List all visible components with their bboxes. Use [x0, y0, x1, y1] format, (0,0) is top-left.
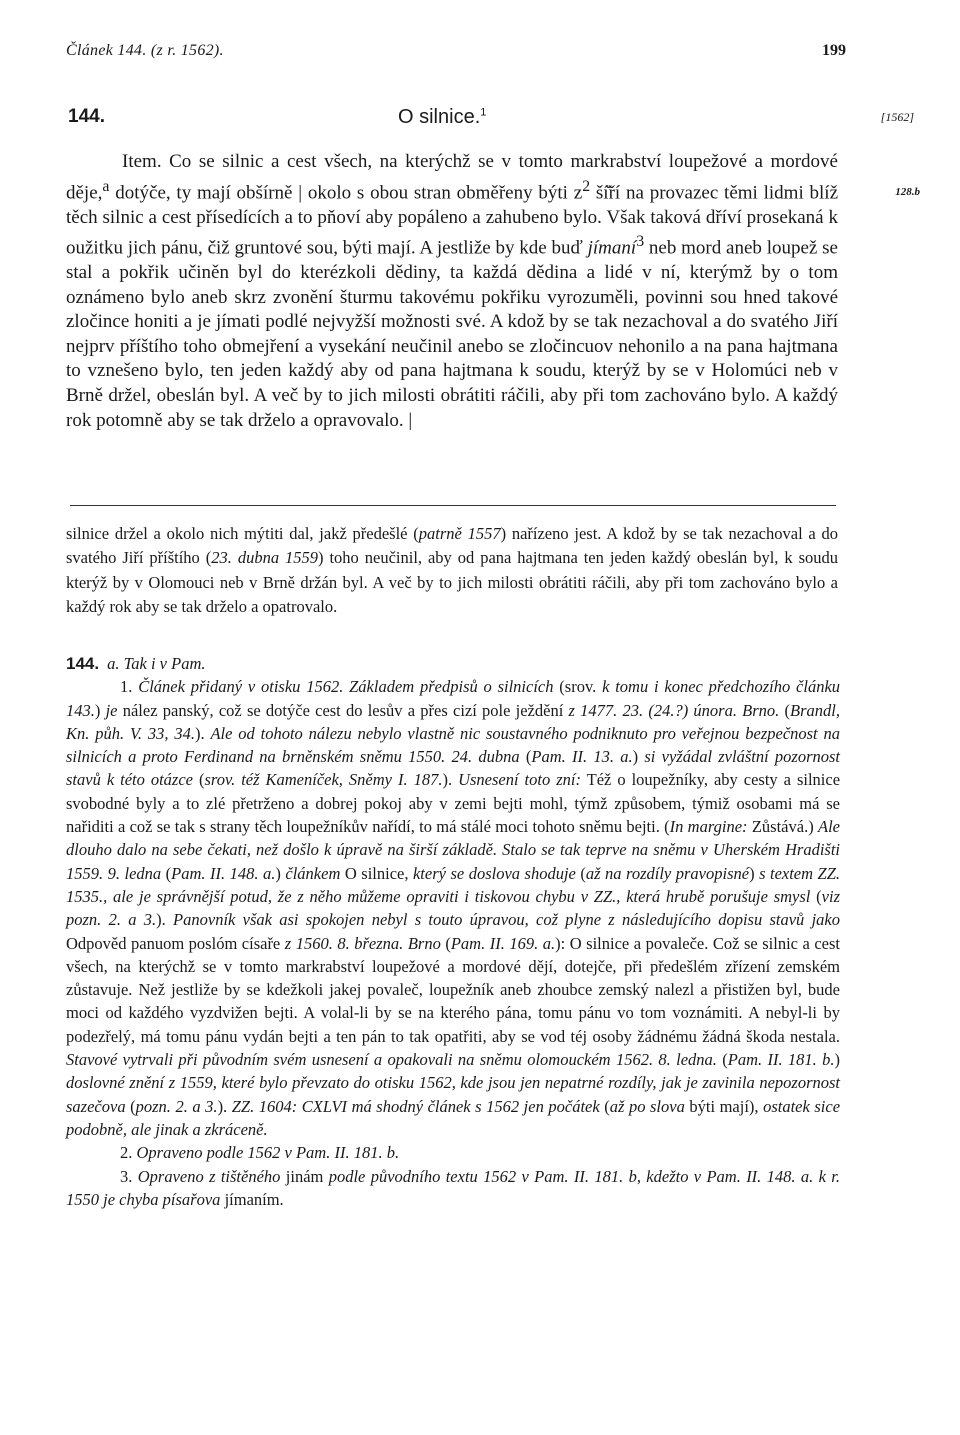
- article-main-text: [66, 150, 838, 433]
- article-title: [398, 106, 486, 129]
- text-run: Item. Co se silnic a cest všech, na kterýchž se v tomto markrabství loupežové a mordové děje,: [66, 151, 838, 203]
- text-run: (: [575, 863, 586, 883]
- text-run: dotýče, ty mají obšírně | okolo s obou stran obměřeny býti z: [109, 181, 583, 203]
- italic-run: Pam. II. 148. a.: [171, 863, 276, 883]
- note-2: [66, 1141, 840, 1164]
- note-label: a.: [107, 654, 120, 673]
- text-run: ).: [156, 910, 174, 930]
- italic-run: z 1477. 23. (24.?) února. Brno.: [568, 700, 780, 720]
- divider-rule: [70, 505, 836, 506]
- text-run: Odpověd panuom poslóm císaře: [66, 933, 285, 953]
- text-run: O silnice,: [340, 863, 413, 883]
- note-text: Tak i v Pam.: [123, 654, 206, 673]
- italic-run: až na rozdíly pravopisné: [585, 863, 750, 883]
- notes-section: [66, 652, 840, 1211]
- article-title-note-ref: 1: [480, 106, 487, 119]
- text-run: (: [716, 1050, 728, 1070]
- italic-run: Ale dlouho dalo na sebe čekati, než došlo k úpravě na širší základě. Stalo se tak teprve na sněmu v Uherském Hradišti 1559. 9. ledna: [66, 817, 840, 883]
- text-run: ).: [194, 723, 211, 743]
- variant-paragraph: [66, 522, 838, 620]
- margin-reference: 128.b: [895, 186, 920, 198]
- italic-run: viz pozn. 2. a 3.: [66, 886, 841, 930]
- text-run: ).: [217, 1096, 232, 1116]
- note-a: [66, 652, 840, 675]
- running-head: Článek 144. (z r. 1562).: [66, 42, 224, 59]
- italic-run: k tomu i konec předchozího článku 143.: [66, 677, 841, 720]
- italic-run: s textem ZZ. 1535., ale je správnější potud, že z něho můžeme opraviti i tiskovou chybu v ZZ., která hrubě porušuje smysl: [66, 863, 841, 906]
- text-run: neb mord aneb loupež se stal a pokřik učiněn byl do kterézkoli dědiny, ta každá dědina a lidé v ní, kterýmž by o tom oznámeno bylo aneb skrz zvonění šturmu takovému pokřiku vyrozuměli, povinni sou hned takové zločince honiti a je jímati podlé nejvyžší možnosti své. A kdož by se tak nezachoval a do svatého Jiří nejprv příštího toho obmejření a vysekání neučinil anebo se zločincuov nehonilo a na pana hajtmana to vznešeno bylo, ten jeden každý aby od pana hajtmana k soudu, kterýž by se v Holomúci neb v Brně držel, obeslán byl. A več by to jich milosti obrátiti ráčili, aby při tom zachováno bylo. A každý rok potomně aby se tak drželo a opravovalo. |: [66, 237, 838, 431]
- article-year: [1562]: [880, 110, 914, 124]
- italic-run: Panovník však asi spokojen nebyl s touto úpravou, což plyne z následujícího dopisu stavů jako: [173, 910, 840, 930]
- italic-run: z 1560. 8. března. Brno: [284, 933, 441, 953]
- italic-run: 23. dubna 1559: [211, 548, 319, 568]
- text-run: Zůstává.): [747, 817, 818, 837]
- note-3: [66, 1165, 840, 1212]
- text-run: (: [161, 863, 172, 883]
- note-1: [66, 675, 840, 1141]
- article-number: 144.: [68, 106, 105, 127]
- text-run: ) nařízeno jest. A kdož by se tak nezachoval a do svatého Jiří příštího (: [66, 524, 838, 568]
- italic-run: Brandl, Kn. půh. V. 33, 34.: [66, 700, 840, 743]
- italic-run: Opraveno z tištěného: [137, 1166, 281, 1186]
- italic-run: Stavové vytrvali při původním svém usnesení a opakovali na sněmu olomouckém 1562. 8. ledna.: [66, 1050, 717, 1070]
- text-run: (: [779, 700, 791, 720]
- text-run: (: [519, 747, 532, 767]
- notes-head: 144.: [66, 654, 100, 673]
- italic-run: si vyžádal zvláštní pozornost stavů k této otázce: [66, 747, 841, 790]
- text-run: (: [125, 1096, 136, 1116]
- text-run: Též o loupežníky, aby cesty a silnice svobodné byly a to zlé přetrženo a dobrej pokoj aby v zemi bejti mohl, týmž způsobem, týmiž osobami má se nařiditi a což se tak s strany těch loupežníkův nařídí, to má stálé moci tohoto sněmu bejti. (: [66, 770, 841, 837]
- italic-run: Pam. II. 169. a.: [450, 933, 556, 953]
- italic-run: Opraveno podle 1562 v Pam. II. 181. b.: [136, 1143, 400, 1163]
- italic-run: Usnesení toto zní:: [458, 770, 581, 790]
- text-run: (: [599, 1096, 610, 1116]
- italic-run: je: [105, 700, 118, 720]
- italic-run: článkem: [285, 863, 341, 883]
- text-run: ší̌ří na provazec těmi lidmi blíž těch silnic a cest přísedících a to pňoví aby popáleno a zahubeno bylo. Však taková dříví prosekaná k oužitku jich pánu, čiž gruntové sou, býti mají. A jestliže by kde buď: [66, 181, 839, 259]
- text-run: (: [440, 933, 451, 953]
- italic-run: Pam. II. 13. a.: [531, 747, 633, 767]
- note-label: 3.: [120, 1166, 133, 1186]
- page-number: 199: [822, 42, 846, 59]
- text-run: (: [810, 886, 822, 906]
- italic-run: podle původního textu 1562 v Pam. II. 181. b, kdežto v Pam. II. 148. a. k r. 1550 je chyba písařova: [66, 1166, 840, 1209]
- italic-run: doslovné znění z 1559, které bylo převzato do otisku 1562, kde jsou jen nepatrné rozdíly, jak je zavinila nepozornost sazečova: [66, 1073, 840, 1116]
- text-run: nález panský, což se dotýče cest do lesův a přes cizí pole ježdění: [117, 700, 569, 720]
- variant-ref: a: [102, 177, 110, 195]
- italic-run: Článek přidaný v otisku 1562. Základem předpisů o silnicích: [138, 677, 554, 697]
- note-label: 2.: [120, 1143, 133, 1163]
- text-run: ): [834, 1050, 841, 1070]
- text-run: ): O silnice a povaleče. Což se silnic a cest všech, na kterýchž se v tomto markrabství loupežové a mordové dějí, dotejče, při předešlém zřízení zemském zůstavuje. Než jestliže by se kdežkoli jakej povaleč, loupežník aneb zhoubce zemský nalezl a přistižen byl, bude moci od každého vyzdvižen bejti. A volal-li by se na kterého pána, tomu pánu vo tom voznámiti. A nebyl-li by podezřelý, má tomu pánu vydán bejti a ten pán to tak opatřiti, aby se vod téj osoby žádnému žádná škoda nestala.: [66, 933, 840, 1046]
- italic-run: patrně 1557: [418, 524, 501, 543]
- note-ref: 2: [582, 177, 591, 195]
- italic-run: Pam. II. 181. b.: [727, 1050, 835, 1070]
- italic-run: ostatek sice podobně, ale jinak a zkráceně.: [66, 1096, 841, 1139]
- text-run: ): [94, 700, 106, 720]
- italic-run: který se doslova shoduje: [412, 863, 576, 883]
- text-run: ): [632, 747, 645, 767]
- text-run: ): [749, 863, 760, 883]
- text-run: jinám: [280, 1166, 329, 1186]
- italic-run: Ale od tohoto nálezu nebylo vlastně nic soustavného podniknuto pro veřejnou bezpečnost na silnicích a proto Ferdinand na brněnském sněmu 1550. 24. dubna: [66, 723, 840, 767]
- text-run: ).: [442, 770, 459, 790]
- note-label: 1.: [120, 677, 133, 697]
- text-run: (: [193, 770, 205, 790]
- text-run: býti mají),: [684, 1096, 764, 1116]
- italic-run: pozn. 2. a 3.: [135, 1096, 218, 1116]
- text-run: silnice držel a okolo nich mýtiti dal, jakž předešlé (: [66, 524, 419, 543]
- italic-run: In margine:: [669, 817, 748, 837]
- italic-run: až po slova: [609, 1096, 685, 1116]
- italic-run: ZZ. 1604: CXLVI má shodný článek s 1562 jen počátek: [231, 1096, 600, 1116]
- variant-text: [66, 522, 838, 620]
- article-paragraph: [66, 150, 838, 433]
- italic-run: srov. též Kameníček, Sněmy I. 187.: [204, 770, 443, 790]
- italic-word: jímaní: [587, 237, 637, 259]
- text-run: ): [275, 863, 286, 883]
- note-ref: 3: [636, 233, 645, 251]
- text-run: jímaním.: [220, 1189, 284, 1209]
- text-run: ) toho neučinil, aby od pana hajtmana ten jeden každý obeslán byl, k soudu kterýž by v Olomouci neb v Brně držán byl. A več by to jich milosti obrátiti ráčili, aby při tom zachováno bylo a každý rok aby se tak drželo a opatrovalo.: [66, 548, 838, 617]
- article-title-text: O silnice.: [398, 106, 481, 128]
- text-run: (srov.: [553, 677, 603, 697]
